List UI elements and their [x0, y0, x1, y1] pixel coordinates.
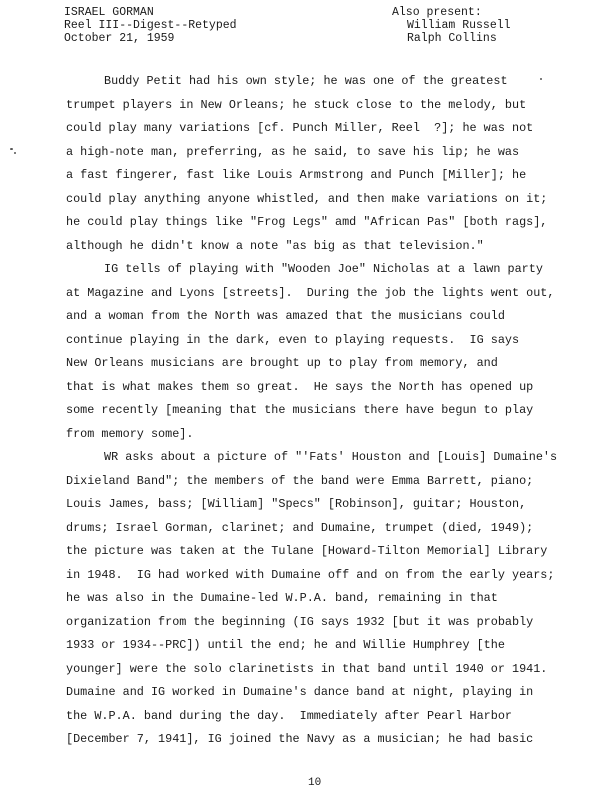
text-line: WR asks about a picture of "'Fats' Houston and [Louis] Dumaine's	[104, 450, 558, 464]
text-line: he was also in the Dumaine-led W.P.A. band, remaining in that	[66, 591, 498, 605]
text-line: IG tells of playing with "Wooden Joe" Nicholas at a lawn party	[104, 262, 543, 276]
header-date: October 21, 1959	[64, 32, 175, 45]
text-line: in 1948. IG had worked with Dumaine off and on from the early years;	[66, 567, 555, 582]
text-line: and a woman from the North was amazed that the musicians could	[66, 309, 505, 323]
scan-speck	[10, 148, 13, 150]
page-number: 10	[308, 777, 322, 789]
text-line: continue playing in the dark, even to playing requests. IG says	[66, 332, 520, 347]
text-line: the W.P.A. band during the day. Immediately after Pearl Harbor	[66, 708, 512, 723]
paragraph-3	[66, 446, 562, 752]
text-line: could play anything anyone whistled, and then make variations on it;	[66, 191, 548, 206]
header-name: Ralph Collins	[407, 32, 497, 45]
text-line: Louis James, bass; [William] "Specs" [Robinson], guitar; Houston,	[66, 497, 527, 511]
header-left	[64, 6, 237, 45]
text-line: although he didn't know a note "as big as that television."	[66, 238, 484, 253]
text-line: he could play things like "Frog Legs" amd "African Pas" [both rags],	[66, 215, 548, 229]
header-right	[392, 6, 511, 45]
text-line: Buddy Petit had his own style; he was one of the greatest	[104, 74, 508, 88]
text-line: trumpet players in New Orleans; he stuck close to the melody, but	[66, 97, 527, 112]
document-body	[66, 70, 562, 752]
text-line: Dixieland Band"; the members of the band were Emma Barrett, piano;	[66, 473, 534, 488]
text-line: the picture was taken at the Tulane [Howard-Tilton Memorial] Library	[66, 544, 548, 558]
paragraph-2	[66, 258, 562, 446]
text-line: that is what makes them so great. He says the North has opened up	[66, 379, 534, 394]
header-also-present: Also present:	[392, 6, 482, 19]
header-reel: Reel III--Digest--Retyped	[64, 19, 237, 32]
text-line: organization from the beginning (IG says 1932 [but it was probably	[66, 614, 534, 629]
text-line: from memory some].	[66, 426, 194, 441]
header-interviewee: ISRAEL GORMAN	[64, 6, 154, 19]
text-line: drums; Israel Gorman, clarinet; and Dumaine, trumpet (died, 1949);	[66, 520, 534, 535]
text-line: [December 7, 1941], IG joined the Navy as a musician; he had basic	[66, 732, 534, 746]
scan-speck	[14, 152, 16, 154]
text-line: a high-note man, preferring, as he said, to save his lip; he was	[66, 144, 520, 159]
text-line: Dumaine and IG worked in Dumaine's dance band at night, playing in	[66, 685, 534, 699]
header-name: William Russell	[407, 19, 511, 32]
text-line: New Orleans musicians are brought up to play from memory, and	[66, 356, 498, 370]
text-line: a fast fingerer, fast like Louis Armstrong and Punch [Miller]; he	[66, 168, 527, 182]
scan-speck	[540, 78, 542, 80]
text-line: 1933 or 1934--PRC]) until the end; he and Willie Humphrey [the	[66, 638, 505, 652]
text-line: younger] were the solo clarinetists in that band until 1940 or 1941.	[66, 661, 548, 676]
text-line: at Magazine and Lyons [streets]. During the job the lights went out,	[66, 285, 555, 300]
text-line: could play many variations [cf. Punch Miller, Reel ?]; he was not	[66, 121, 534, 135]
paragraph-1	[66, 70, 562, 258]
text-line: some recently [meaning that the musicians there have begun to play	[66, 403, 534, 417]
